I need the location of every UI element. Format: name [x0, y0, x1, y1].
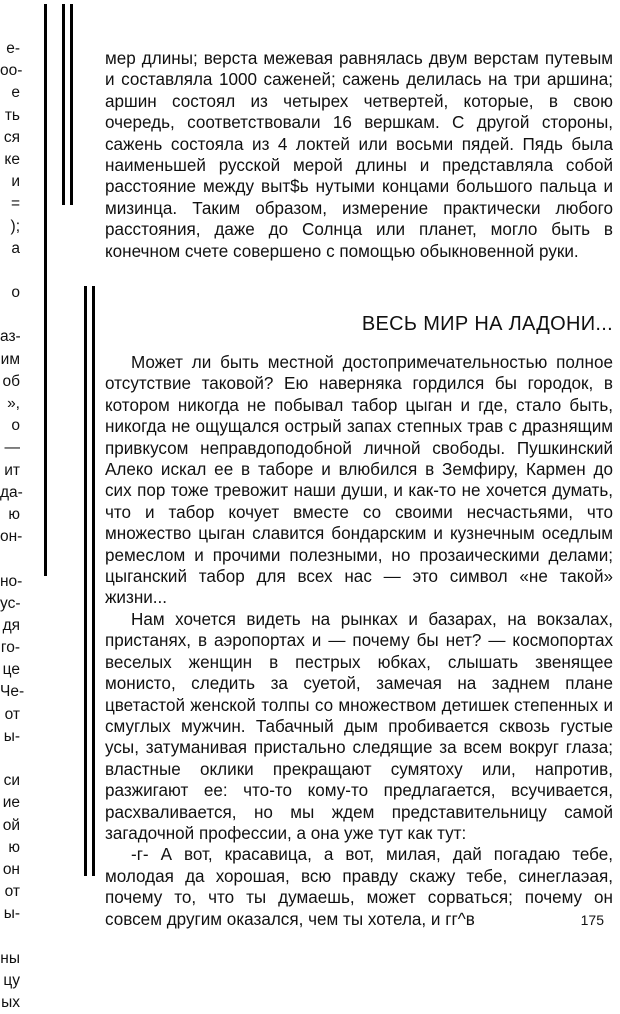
left-fragment: от — [4, 883, 20, 901]
intro-paragraph — [105, 48, 613, 262]
left-fragment: он — [2, 860, 20, 878]
left-fragment: ых — [1, 994, 20, 1012]
left-page-rule — [44, 4, 47, 576]
double-rule-a-section — [84, 286, 87, 876]
left-fragment: — — [4, 439, 20, 457]
left-fragment — [0, 748, 20, 770]
left-fragment: ы- — [3, 905, 20, 923]
left-fragment: а — [11, 239, 20, 257]
page-number: 175 — [580, 912, 604, 928]
left-fragment: об — [2, 372, 20, 390]
left-fragment: е — [11, 84, 20, 102]
section-body — [105, 352, 613, 930]
left-fragment: но- — [0, 572, 23, 590]
left-fragment — [0, 926, 20, 948]
left-page-fragments — [0, 38, 25, 1014]
left-fragment: го- — [0, 639, 20, 657]
left-fragment: е- — [6, 40, 20, 57]
paragraph-3: -г- А вот, красавица, а вот, милая, дай погадаю тебе, молодая да хорошая, всю правду скажу тебе, синеглаэая, почему то, что ты думаешь, может сорваться; почему он совсем другим оказался, чем ты хотела, и гг^в — [105, 845, 613, 929]
left-fragment: ке — [4, 150, 20, 168]
left-fragment: о — [11, 284, 20, 302]
left-fragment: = — [10, 195, 20, 213]
left-fragment: оо- — [0, 62, 23, 80]
left-fragment: и — [11, 173, 20, 191]
left-fragment: ус- — [0, 594, 21, 612]
left-fragment: аз- — [0, 328, 21, 346]
left-fragment: да- — [0, 483, 23, 501]
left-fragment: си — [3, 772, 20, 790]
left-fragment: ие — [2, 794, 20, 812]
left-fragment: ся — [3, 128, 20, 146]
left-fragment: Че- — [0, 683, 25, 701]
left-fragment: дя — [2, 616, 20, 634]
left-fragment: ть — [4, 106, 20, 124]
left-fragment: », — [7, 395, 20, 412]
double-rule-b-top — [70, 4, 73, 205]
left-fragment: ны — [0, 949, 20, 967]
left-fragment: им — [0, 350, 20, 368]
left-fragment: ); — [10, 217, 20, 235]
double-rule-b-section — [92, 286, 95, 876]
intro-text: мер длины; верста межевая равнялась двум верстам путевым и составляла 1000 саженей; сажень делилась на три аршина; аршин состоял из четырех четвертей, которые, в свою очередь, соответствовали 16 вершкам. С другой стороны, сажень состояла из 4 локтей или восьми пядей. Пядь была наименьшей русской мерой длины и представляла собой расстояние между выт$ь нутыми концами большого пальца и мизинца. Таким образом, измерение практически любого расстояния, даже до Солнца или планет, могло быть в конечном счете совершено с помощью обыкновенной руки. — [105, 49, 613, 261]
left-fragment: ой — [2, 816, 20, 834]
left-fragment: це — [2, 661, 20, 679]
section-heading: ВЕСЬ МИР НА ЛАДОНИ... — [361, 313, 613, 335]
paragraph-1: Может ли быть местной достопримечательностью полное отсутствие таковой? Ею наверняка гордился бы городок, в котором никогда не побывал табор цыган и где, стало быть, никогда не ощущался острый запах степных трав с дразнящим привкусом неправдоподобной личной свободы. Пушкинский Алеко искал ее в таборе и влюбился в Земфиру, Кармен до сих пор тоже тревожит наши души, и как-то не хочется думать, что и табор кочует вместе со своими несчастьями, что множество цыган славится бондарским и кузнечным оседлым ремеслом и прочими полезными, но прозаическими делами; цыганский табор для всех нас — это символ «не такой» жизни... — [105, 353, 613, 608]
double-rule-a-top — [62, 4, 65, 205]
left-fragment: ю — [8, 838, 20, 856]
left-fragment: ит — [4, 461, 20, 479]
left-fragment — [0, 304, 20, 326]
left-fragment — [0, 260, 20, 282]
left-fragment: ю — [8, 505, 20, 523]
left-fragment — [0, 548, 20, 570]
left-fragment: о — [11, 417, 20, 435]
left-fragment: от — [4, 705, 20, 723]
left-fragment: ы- — [3, 727, 20, 745]
left-fragment: он- — [0, 528, 23, 546]
paragraph-2: Нам хочется видеть на рынках и базарах, на вокзалах, пристанях, в аэропортах и — почему бы нет? — космопортах веселых женщин в пестрых юбках, слышать звенящее монисто, следить за суетой, замечая на заднем плане цветастой женской толпы со множеством детишек степенных и смуглых мужчин. Табачный дым пробивается сквозь густые усы, затуманивая пристально следящие за всем вокруг глаза; властные оклики прекращают сумятоху или, напротив, разжигают ее: что-то кому-то предлагается, всучивается, расхваливается, но мы ждем представительницу самой загадочной профессии, а она уже тут как тут: — [105, 609, 613, 843]
left-fragment: цу — [3, 971, 20, 989]
